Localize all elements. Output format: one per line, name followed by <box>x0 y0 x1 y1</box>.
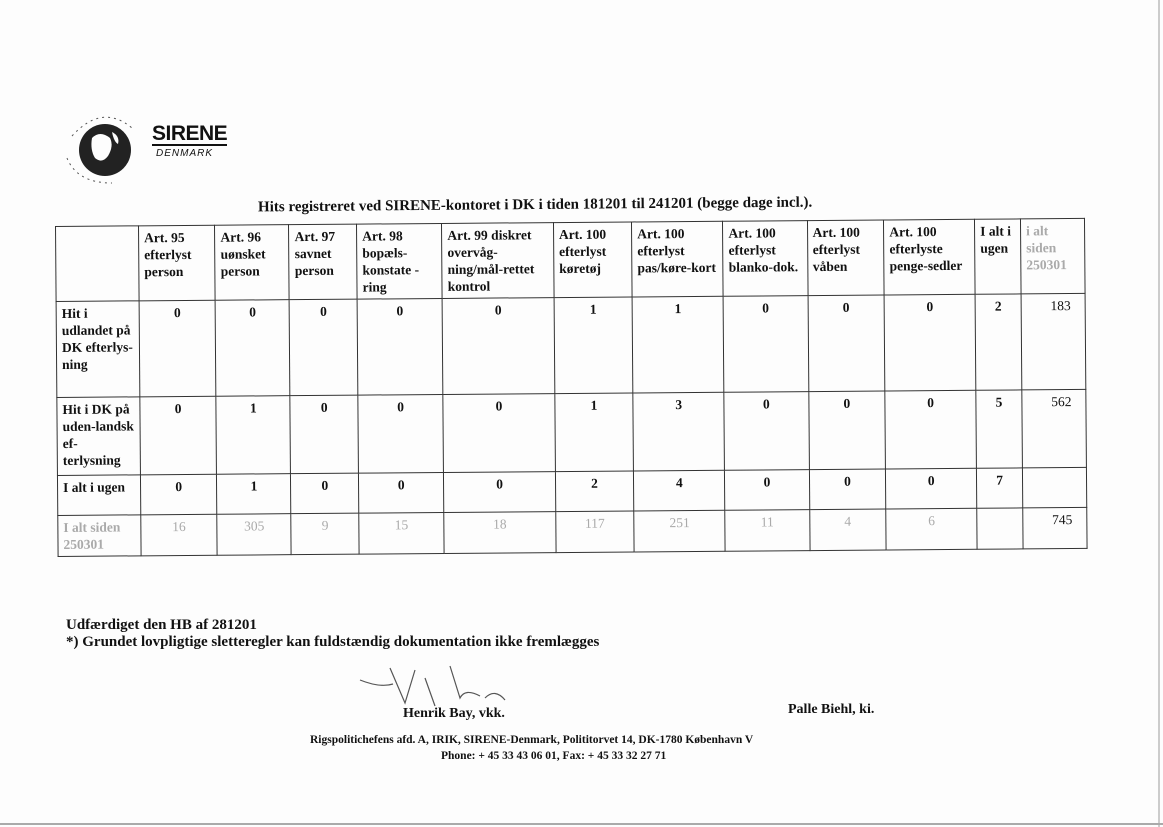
table-cell: 0 <box>808 295 886 392</box>
table-cell: 0 <box>809 469 886 510</box>
header-cell: Art. 96 uønsket person <box>215 225 290 301</box>
deletion-note: *) Grundet lovpligtige sletteregler kan fuldstændig dokumentation ikke fremlægges <box>66 634 600 650</box>
table-cell: 3 <box>633 392 725 471</box>
header-cell: Art. 100 efterlyst våben <box>807 220 884 296</box>
header-cell: Art. 100 efterlyste penge-sedler <box>884 219 975 295</box>
table-cell: 0 <box>884 294 976 391</box>
header-cell: Art. 100 efterlyst køretøj <box>553 222 632 298</box>
table-cell: 1 <box>555 393 634 472</box>
row-label: I alt siden 250301 <box>58 515 141 557</box>
table-cell: 15 <box>359 512 444 554</box>
table-cell: 1 <box>217 474 291 515</box>
table-cell: 0 <box>139 300 216 397</box>
table-cell: 4 <box>634 470 726 511</box>
table-cell: 4 <box>809 509 886 551</box>
table-cell: 7 <box>977 468 1023 508</box>
table-cell: 0 <box>885 390 976 469</box>
table-cell: 0 <box>357 298 443 395</box>
table-row <box>56 293 1086 397</box>
table-cell: 0 <box>724 392 809 471</box>
table-cell: 745 <box>1023 507 1087 549</box>
table-cell: 0 <box>808 391 885 470</box>
signature-left-name: Henrik Bay, vkk. <box>403 706 505 721</box>
signature-right-name: Palle Biehl, ki. <box>788 702 875 717</box>
table-header-row <box>56 218 1086 301</box>
table-cell: 0 <box>443 394 555 473</box>
table-cell: 0 <box>290 299 358 396</box>
table-cell: 16 <box>141 514 218 556</box>
table-cell: 1 <box>554 297 633 394</box>
scan-edge-bottom <box>0 823 1163 825</box>
table-cell: 2 <box>975 294 1022 390</box>
table-cell <box>1022 467 1086 508</box>
table-cell <box>977 508 1023 549</box>
table-cell: 11 <box>725 510 809 552</box>
table-cell: 9 <box>291 513 359 555</box>
table-cell: 5 <box>976 390 1023 468</box>
logo-subtitle: DENMARK <box>156 148 214 159</box>
logo-wordmark: SIRENE <box>152 122 228 145</box>
table-row <box>57 389 1087 475</box>
hits-table <box>55 218 1088 557</box>
row-label: Hit i udlandet på DK efterlys-ning <box>56 301 140 398</box>
header-cell: i alt siden 250301 <box>1021 218 1086 294</box>
header-cell: Art. 98 bopæls-konstate -ring <box>357 223 443 299</box>
prepared-note: Udfærdiget den HB af 281201 <box>66 617 257 633</box>
header-cell: Art. 100 efterlyst pas/køre-kort <box>632 221 724 297</box>
header-cell <box>56 226 140 302</box>
table-cell: 0 <box>140 396 217 475</box>
table-cell: 0 <box>291 473 359 514</box>
document-title: Hits registreret ved SIRENE-kontoret i DK i tiden 181201 til 241201 (begge dage incl.). <box>257 194 813 216</box>
header-cell: Art. 97 savnet person <box>289 224 357 300</box>
header-cell: Art. 100 efterlyst blanko-dok. <box>723 221 808 297</box>
row-label: I alt i ugen <box>57 475 140 516</box>
header-cell: Art. 95 efterlyst person <box>139 225 216 301</box>
table-cell: 183 <box>1021 293 1086 389</box>
table-cell: 0 <box>442 298 554 395</box>
table-cell: 0 <box>290 395 358 474</box>
scan-edge-right <box>1158 0 1160 827</box>
table-cell: 6 <box>886 508 977 550</box>
table-cell: 2 <box>555 471 634 512</box>
table-cell: 562 <box>1022 389 1087 468</box>
table-cell: 0 <box>725 470 809 511</box>
table-cell: 0 <box>886 468 977 509</box>
table-cell: 0 <box>215 300 290 397</box>
row-label: Hit i DK på uden-landsk ef-terlysning <box>57 397 141 476</box>
table-cell: 1 <box>216 396 291 475</box>
table-cell: 305 <box>217 514 291 556</box>
table-cell: 251 <box>634 510 726 552</box>
table-cell: 0 <box>444 472 556 513</box>
table-cell: 1 <box>632 296 724 393</box>
phone-line: Phone: + 45 33 43 06 01, Fax: + 45 33 32 27 71 <box>441 750 667 762</box>
table-cell: 0 <box>140 474 217 515</box>
table-cell: 18 <box>444 512 556 554</box>
table-row <box>58 507 1087 556</box>
table-cell: 0 <box>359 472 444 513</box>
header-cell: I alt i ugen <box>975 219 1022 294</box>
table-cell: 0 <box>723 296 808 393</box>
table-cell: 0 <box>358 394 444 473</box>
header-cell: Art. 99 diskret overvåg-ning/mål-rettet kontrol <box>442 223 554 299</box>
address-line: Rigspolitichefens afd. A, IRIK, SIRENE-Denmark, Polititorvet 14, DK-1780 København V <box>310 734 754 746</box>
table-cell: 117 <box>556 511 635 553</box>
